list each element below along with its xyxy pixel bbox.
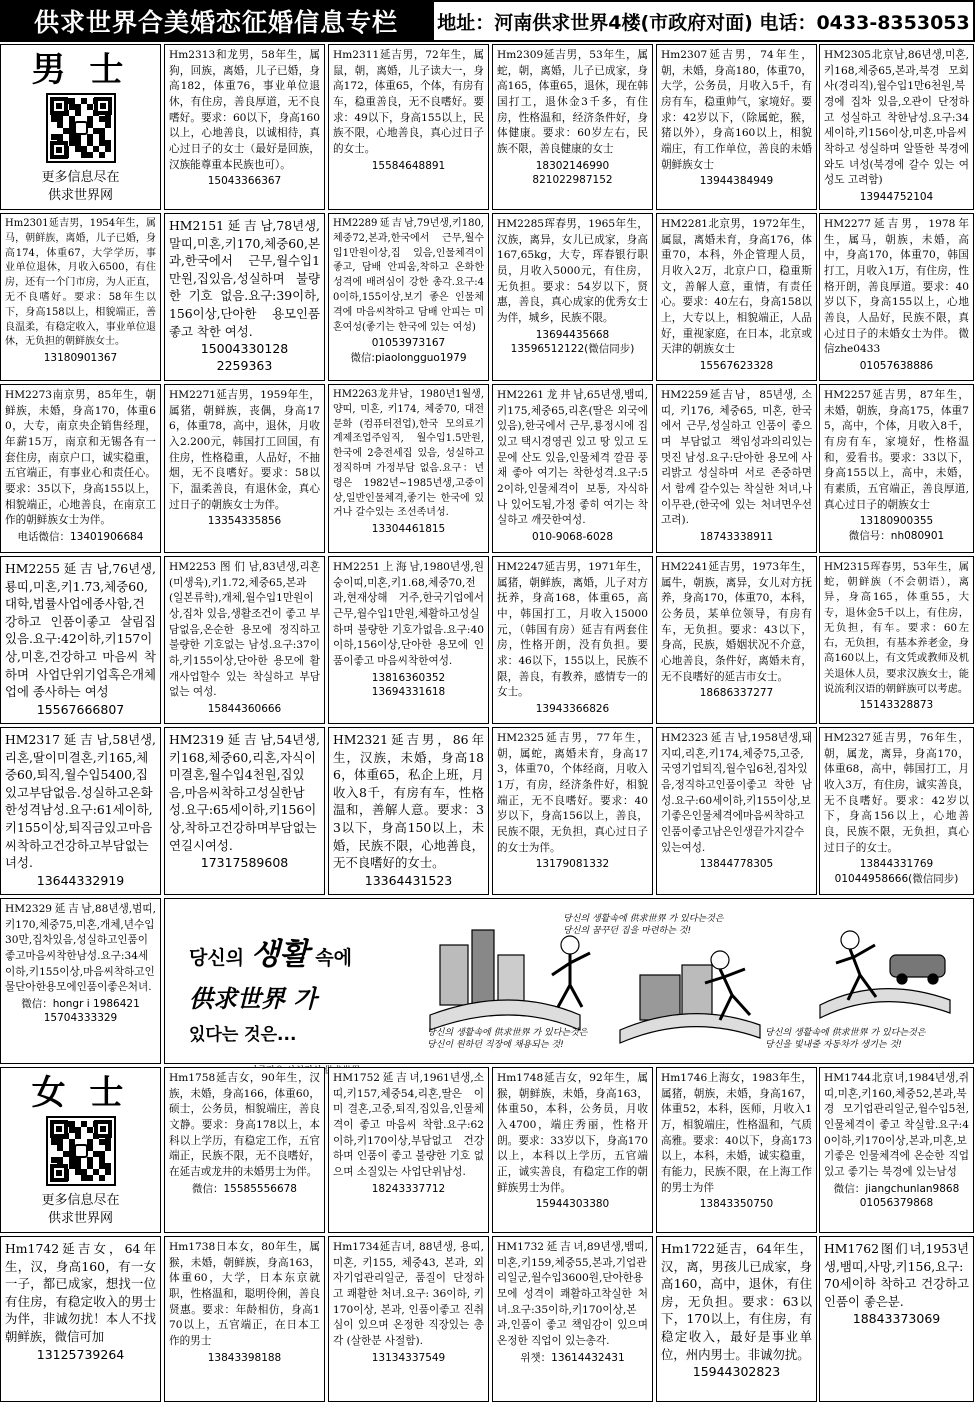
ad-contact: 13844778305 bbox=[699, 858, 774, 871]
ad-contact: 微信：15585556678 bbox=[192, 1182, 297, 1195]
banner-line1-post: 속에 bbox=[315, 947, 352, 969]
ad-listing bbox=[492, 213, 653, 381]
ad-contact: 微信：hongr i 1986421 15704333329 bbox=[21, 998, 140, 1025]
ad-text: HM2277延吉男，1978年生，属马，朝族，未婚，高中，身高170，体重70，韩国打工，月收入1万，有住房，性格开朗，善良厚道。要求：40岁以下，身高155以上，心地善良，人品好，民族不限，真心过日子的未婚女士为伴。 微信zhe0433 bbox=[824, 218, 969, 356]
ad-listing bbox=[164, 384, 325, 553]
ad-listing bbox=[328, 1236, 489, 1402]
ad-contact: 15944303380 bbox=[535, 1198, 610, 1211]
ad-text: Hm1738日本女，80年生，属猴，未婚，朝鲜族，身高163，体重60，大学，日本东京就职，性格温和，聪明伶俐，善良贤惠。要求：年龄相仿，身高170以上，五官端正，在日本工作的男士 bbox=[169, 1241, 320, 1348]
promo-banner bbox=[164, 898, 974, 1064]
ad-listing bbox=[328, 384, 489, 553]
ad-contact: 微信：jiangchunlan9868 01056379868 bbox=[833, 1182, 960, 1209]
ad-contact: 13844331769 01044958666(微信同步) bbox=[834, 858, 959, 885]
ad-listing bbox=[819, 1067, 974, 1233]
ad-text: HM2329延吉남,88년생,범띠,키170,체중75,미혼,개체,년수입30만,집차있음,성실하고인품이좋고마음씨착한남성.요구:34세이하,키155이상,마음씨착하고인물단아한용모에인품이좋은처녀. bbox=[5, 903, 156, 994]
ad-text: Hm2311延吉男，72年生，属鼠，朝，离婚，儿子读大一，身高172，体重65，个体，有房有车，稳重善良，无不良嗜好。要求：49以下，身高155以上，民族不限，心地善良，真心过日子的女士。 bbox=[333, 49, 484, 156]
ad-text: HM2289延吉남,79년생,키180,체중72,본과,한국에서 근무,월수입1만원이상,집 있음,인물체격이 좋고, 담배 안피움,착하고 온화한 성격에 배려심이 강한 총각.요구:40이하,155이상,보기 좋은 인물체격에 마음씨착하고 담배 안피는 미혼여성(좋기는 한국에 있는 여성) bbox=[333, 218, 484, 333]
banner-line1-big: 생활 bbox=[250, 937, 309, 972]
ad-text: HM2305北京남,86년생,미혼,키168,체중65,본과,북경 모회사(경리직),월수입1만6천원,북경에 집차 있음,오관이 단정하고 성실하고 착한남성.요구:34세이하,키156이상,미혼,마음씨 착하고 성실하며 알뜰한 북경에 와도 녀성(북경에 갈수 있는 여성도 고려함) bbox=[824, 49, 969, 187]
ad-contact: 13943366826 bbox=[535, 703, 610, 716]
ad-text: Hm1734延吉녀, 88년생, 용띠, 미혼, 키155, 체중43, 본과, 외자기업관리일군, 품질이 단정하고 쾌활한 처녀.요구: 36이하, 키170이상, 본과, 인품이좋고 진취심이 있으며 온정한 직장있는 총각 (살한분 사절함). bbox=[333, 1241, 484, 1348]
column-title: 供求世界合美婚恋征婚信息专栏 bbox=[0, 0, 432, 42]
ad-listing bbox=[164, 1236, 325, 1402]
ad-text: HM2281北京男，1972年生，属鼠，离婚未育，身高176，体重70，本科，外企管理人员，月收入2万，北京户口，稳重斯文，善解人意，重情，有责任心。要求：40左右，身高158以上，大专以上，相貌端正，人品好，重视家庭，在日本，北京或天津的朝族女士 bbox=[661, 218, 812, 356]
ad-listing bbox=[656, 213, 817, 381]
ad-contact: 电话微信：13401906684 bbox=[17, 531, 144, 544]
ad-text: HM2319延吉남,54년생,키168,체중60,리혼,자식이미결혼,월수입4천원,집있음,마음씨착하고성실한남성.요구:65세이하,키156이상,착하고건강하며부담없는연길시여성. bbox=[169, 732, 320, 853]
ad-contact: 15004330128 2259363 bbox=[200, 341, 289, 374]
ad-listing bbox=[656, 1067, 817, 1233]
ad-contact: 15567623328 bbox=[699, 360, 774, 373]
ad-listing bbox=[492, 384, 653, 553]
page-header bbox=[0, 0, 975, 42]
ad-listing bbox=[819, 1236, 974, 1402]
ad-listing bbox=[492, 1067, 653, 1233]
banner-line3: 있다는 것은... bbox=[189, 1025, 297, 1045]
ad-contact: 13354335856 bbox=[207, 515, 282, 528]
banner-bubble-1: 당신의 생활속에 供求世界 가 있다는것은 당신의 꿈꾸던 집을 마련하는 것! bbox=[563, 914, 724, 937]
ad-listing bbox=[328, 556, 489, 724]
ad-text: Hm1748延吉女，92年生，属猴，朝鲜族，未婚，身高163，体重50，本科，公务员，月收入4700，端庄秀丽，性格开朗。要求：33岁以下，身高170以上，本科以上学历，五官端正，诚实善良，有稳定工作的朝鲜族男士为伴。 bbox=[497, 1072, 648, 1194]
ad-listing bbox=[656, 1236, 817, 1402]
ad-listing bbox=[656, 727, 817, 895]
ad-listing bbox=[656, 44, 817, 210]
ad-contact: 위챗：13614432431 bbox=[520, 1351, 625, 1364]
ad-contact: 13944752104 bbox=[859, 191, 934, 204]
section-site-name: 供求世界网 bbox=[47, 1211, 113, 1226]
ad-contact: 15043366367 bbox=[207, 175, 282, 188]
section-subtitle: 更多信息尽在 bbox=[41, 170, 120, 185]
section-title: 男 士 bbox=[31, 50, 130, 90]
ad-contact: 18843373069 bbox=[852, 1311, 941, 1327]
ad-contact: 01053973167 微信:piaolongguo1979 bbox=[350, 337, 467, 364]
ad-text: HM1744北京녀,1984년생,쥐띠,미혼,키160,체중52,본과,북경 모기업관리일군,월수입5천,인물체격이 좋고 착실함.요구:40이하,키170이상,본과,미혼,보기좋은 인물체격에 온순한 직업있고 좋기는 북경에 있는남성 bbox=[824, 1072, 969, 1179]
ad-listing bbox=[328, 213, 489, 381]
ad-contact: 17317589608 bbox=[200, 855, 289, 871]
female-section-header bbox=[0, 1067, 161, 1233]
ad-text: HM1762图们녀,1953년생,뱀띠,사망,키156,요구:70세이하 착하고 건강하고 인품이 좋은분. bbox=[824, 1241, 969, 1309]
qr-code-icon bbox=[46, 93, 116, 163]
ad-listing bbox=[0, 727, 161, 895]
ad-text: HM2315珲春男，53年生，属蛇，朝鲜族（不会朝语），离异，身高165，体重55，大专，退休金5千以上，有住房，无负担，有车。要求：60左右，无负担，有基本养老金，身高160以上，有文凭或教师及机关退休人员，要求汉族女士，能说流利汉语的朝鲜族可以考虑。 bbox=[824, 561, 969, 695]
ad-text: Hm1746上海女，1983年生，属猪，朝族，未婚，身高167，体重52，本科，医师，月收入1万，相貌端庄，性格温和，气质高雅。要求：40以下，身高173以上，本科，未婚，诚实稳重，有能力，民族不限，在上海工作的男士为伴 bbox=[661, 1072, 812, 1194]
male-section-header bbox=[0, 44, 161, 210]
ad-contact: 15567666807 bbox=[36, 701, 125, 717]
ad-listing bbox=[164, 1067, 325, 1233]
ad-listing bbox=[819, 384, 974, 553]
ad-contact: 13364431523 bbox=[364, 872, 453, 888]
ad-contact: 15584648891 bbox=[371, 159, 446, 172]
ad-contact: 13816360352 13694331618 bbox=[371, 671, 446, 698]
address-phone-info: 地址：河南供求世界4楼(市政府对面) 电话：0433-8353053 bbox=[432, 0, 975, 42]
ad-contact: 13125739264 bbox=[36, 1346, 125, 1362]
ad-contact: 13843398188 bbox=[207, 1351, 282, 1364]
ad-text: HM1752延吉녀,1961년생,소띠,키157,체중54,리혼,딸은 이미 결혼,고중,퇴직,집있음,인물체격이 좋고 마음씨 착함.요구:62이하,키170이상,부담없고 건강하며 인품이 좋고 불량한 기호 없으며 소질있는 사업단위남성. bbox=[333, 1072, 484, 1179]
ad-contact: 18302146990 821022987152 bbox=[532, 159, 613, 186]
ad-text: HM2259延吉남，85년생, 소띠, 키176, 체중65, 미혼, 한국에서 근무,성실하고 인품이 좋으며 부담없고 책임성과의리있는 멋진 남성.요구:단아한 용모에 사리밝고 성실하며 서로 존중하면서 함께 갈수있는 착실한 처녀,나이무관,(한국에 있는 처녀면우선고려). bbox=[661, 389, 812, 527]
ad-listing bbox=[328, 1067, 489, 1233]
section-subtitle: 更多信息尽在 bbox=[41, 1193, 120, 1208]
ad-text: Hm1758延吉女，90年生，汉族，未婚，身高166，体重60，硕士，公务员，相貌端庄，善良文静。要求：身高178以上，本科以上学历，有稳定工作，五官端正，民族不限，无不良嗜好，在延吉或龙井的未婚男士为伴。 bbox=[169, 1072, 320, 1179]
ad-contact: 010-9068-6028 bbox=[531, 531, 614, 544]
banner-bubble-3: 당신의 생활속에 供求世界 가 있다는것은 당신을 빛내줄 자동차가 생기는 것! bbox=[765, 1028, 926, 1051]
banner-bubble-2: 당신의 생활속에 供求世界 가 있다는것은 당신이 원하던 직장에 채용되는 것! bbox=[427, 1028, 588, 1051]
ad-contact: 13694435668 13596512122(微信同步) bbox=[510, 328, 635, 355]
ad-listing bbox=[164, 556, 325, 724]
ad-listing bbox=[819, 44, 974, 210]
ad-text: Hm2309延吉男，53年生，属蛇，朝，离婚，儿子已成家，身高165，体重65，退休，现在韩国打工，退休金3千多，有住房，性格温和，经济条件好，身体健康。要求：60岁左右，民族不限，善良健康的女士 bbox=[497, 49, 648, 156]
ad-text: HM2261龙井남,65년생,뱀띠,키175,체중65,리혼(딸은 외국에 있음),한국에서 근무,룡정시에 집있고 택시경영권 있고 땅 있고 도문에 산도 있음,인물체격 깔끔 풍채 좋아 여기는 착한성격.요구:52이하,인물체격이 보통, 자식하나 있어도됨,가정 좋히 여기는 착실하고 깨끗한여성. bbox=[497, 389, 648, 527]
banner-slogan bbox=[189, 929, 379, 1076]
ad-text: HM2271延吉男，1959年生，属猪，朝鲜族，丧偶，身高176，体重78，高中，退休，月收入2.200元，韩国打工回国，有住房，性格稳重，人品好，不抽烟，无不良嗜好。要求：58以下，温柔善良，有退休金，真心过日子的朝族女士为伴。 bbox=[169, 389, 320, 511]
ad-listing bbox=[328, 44, 489, 210]
ad-text: HM2251上海남,1980년생,원숭이띠,미혼,키1.68,체중70,전과,현재상해 거주,한국기업에서근무,월수입1만원,체활하고성실하며 불량한 기호가없음.요구:40이하,156이상,단아한 용모에 인품이좋고 마음씨착한여성. bbox=[333, 561, 484, 668]
ad-text: HM2253图们남,83년생,리혼(미생육),키1.72,체중65,본과(일본류학),개체,월수입1만원이상,집차 있음,생활조건이 좋고 부담없음,온순한 용모에 정직하고 불량한 기호없는 남성.요구:37이하,키155이상,단아한 용모에 활개사업할수 있는 착실하고 부담없는 여성. bbox=[169, 561, 320, 699]
ad-listing bbox=[0, 898, 161, 1064]
ad-contact: 13944384949 bbox=[699, 175, 774, 188]
ad-contact: 15143328873 bbox=[859, 699, 934, 712]
ad-text: HM2257延吉男，87年生，未婚，朝族，身高175，体重75，高中，个体，月收入8千，有房有车，家境好，性格温和，爱看书。要求：33以下，身高155以上，高中，未婚，有素质，五官端正，善良厚道,真心过日子的朝族女士 bbox=[824, 389, 969, 511]
ad-contact: 13644332919 bbox=[36, 872, 125, 888]
ad-listing bbox=[492, 556, 653, 724]
ad-listing bbox=[819, 213, 974, 381]
qr-code-icon bbox=[46, 1116, 116, 1186]
ad-listing bbox=[328, 727, 489, 895]
ad-listing bbox=[656, 384, 817, 553]
ad-text: HM2285珲春男，1965年生，汉族，离异，女儿已成家，身高167,65kg，大专，珲春银行职员，月收入5000元，有住房，无负担。要求：54岁以下，贤惠，善良，真心成家的优秀女士为伴，城乡，民族不限。 bbox=[497, 218, 648, 325]
ad-listing bbox=[819, 556, 974, 724]
ad-listing bbox=[164, 727, 325, 895]
ad-contact: 15844360666 bbox=[207, 703, 282, 716]
ad-contact: 01057638886 bbox=[859, 360, 934, 373]
ad-listing bbox=[0, 384, 161, 553]
ad-text: HM2273南京男，85年生，朝鲜族，未婚，身高170，体重60，大专，南京央企销售经理，年薪15万，南京和无锡各有一套住房，南京户口，诚实稳重，五官端正，有事业心和责任心。要求：35以下，身高155以上，相貌端正，心地善良，在南京工作的朝鲜族女士为伴。 bbox=[5, 389, 156, 527]
ad-contact: 15944302823 bbox=[692, 1364, 781, 1380]
ad-text: HM1732延吉녀,89년생,뱀띠,미혼,키159,체중55,본과,기업관리일군,월수입3600원,단아한용모에 성격이 쾌활하고착실한 처녀.요구:35이하,키170이상,본과,인품이 좋고 책임감이 있으며 온정한 직업이 있는총각. bbox=[497, 1241, 648, 1348]
ad-text: HM2255延吉남,76년생,룡띠,미혼,키1.73,체중60,대학,법률사업에종사함,건강하고 인품이좋고 살림집 있음.요구:42이하,키157이상,미혼,건강하고 마음씨 착하며 사업단위기업혹은개체업에 종사하는 여성 bbox=[5, 561, 156, 700]
ad-contact: 13134337549 bbox=[371, 1351, 446, 1364]
ad-listing bbox=[492, 1236, 653, 1402]
ad-listing bbox=[492, 44, 653, 210]
ad-text: HM2321延吉男，86年生，汉族，未婚，身高186，体重65，私企上班，月收入8千，有房有车，性格温和，善解人意。要求：33以下，身高150以上，未婚，民族不限，心地善良，无不良嗜好的女士。 bbox=[333, 732, 484, 871]
ad-contact: 13180901367 bbox=[43, 352, 118, 365]
ad-listing bbox=[164, 44, 325, 210]
ad-listing bbox=[0, 1236, 161, 1402]
ad-text: HM2317延吉남,58년생,리혼,딸이미결혼,키165,체중60,퇴직,월수입5400,집있고부담없음.성실하고온화한성격남성.요구:61세이하,키155이상,퇴직금있고마음씨착하고건강하고부담없는녀성. bbox=[5, 732, 156, 871]
ad-listing bbox=[819, 727, 974, 895]
ad-text: HM2263龙井남，1980년1월생, 양띠, 미혼, 키174, 체중70, 대전문화 (컴퓨터전업),한국 모의료기계제조업주임직, 월수입1.5만원, 한국에 2층전세집 있음, 성실하고 정직하며 가정부담 없음.요구：년령은 1982년~1985년생,고중이상,일반인물체격,좋기는 한국에 있거나 갈수있는 조선족녀성. bbox=[333, 389, 484, 519]
ad-contact: 13180900355 微信号：nh080901 bbox=[848, 515, 945, 542]
ad-listing bbox=[0, 213, 161, 381]
ad-contact: 18243337712 bbox=[371, 1182, 446, 1195]
ad-listing bbox=[164, 213, 325, 381]
ad-listing bbox=[492, 727, 653, 895]
ad-text: HM2327延吉男，76年生，朝，属龙，离异，身高170，体重68，高中，韩国打工，月收入3万，有住房，诚实善良，无不良嗜好。要求：42岁以下，身高156以上，心地善良，民族不限，无负担，真心过日子的女士。 bbox=[824, 732, 969, 854]
section-site-name: 供求世界网 bbox=[47, 188, 113, 203]
ad-contact: 13304461815 bbox=[371, 523, 446, 536]
ad-listing bbox=[0, 556, 161, 724]
ad-contact: 18686337277 bbox=[699, 687, 774, 700]
ad-text: HM2151延吉남,78년생,말띠,미혼,키170,체중60,본과,한국에서 근무,월수입1만원,집있음,성실하며 불량한 기호 없음.요구:39이하,156이상,단아한 용모인품 좋고 착한 여성. bbox=[169, 218, 320, 339]
section-title: 女 士 bbox=[31, 1073, 130, 1113]
ad-contact: 13179081332 bbox=[535, 858, 610, 871]
ad-text: HM2241延吉男，1973年生，属牛，朝族，离异，女儿对方抚养，身高170，体重70，本科，公务员，某单位领导，有房有车，无负担。要求：43以下，身高，民族，婚姻状况不介意，心地善良，条件好，离婚未育，无不良嗜好的延吉市女士。 bbox=[661, 561, 812, 683]
ad-contact: 13843350750 bbox=[699, 1198, 774, 1211]
ad-text: HM2325延吉男，77年生，朝，属蛇，离婚未育，身高173，体重70，个体经商，月收入1万，有房，经济条件好，相貌端正，无不良嗜好。要求：40岁以下，身高156以上，善良，民族不限，无负担，真心过日子的女士为伴。 bbox=[497, 732, 648, 854]
ad-text: Hm2313和龙男，58年生，属狗，回族，离婚，儿子已婚，身高182，体重76，事业单位退休，有住房，善良厚道，无不良嗜好。要求：60以下，身高160以上，心地善良，以诚相待，真心过日子的女士（最好是回族，汉族能尊重本民族也可）。 bbox=[169, 49, 320, 171]
ad-text: HM2247延吉男，1971年生，属猪，朝鲜族，离婚，儿子对方抚养，身高168，体重65，高中，韩国打工，月收入15000元，（韩国有房）延吉有两套住房，性格开朗，没有负担。要求：46以下，155以上，民族不限，善良，有教养，感情专一的女士。 bbox=[497, 561, 648, 699]
ad-contact: 18743338911 bbox=[699, 531, 774, 544]
ad-text: Hm2307延吉男，74年生，朝，未婚，身高180，体重70，大学，公务员，月收入5千，有房有车，稳重帅气，家境好。要求：42岁以下，（除属蛇，猴，猪以外），身高160以上，相貌端庄，有工作单位，善良的未婚朝鲜族女士 bbox=[661, 49, 812, 171]
ad-listing bbox=[656, 556, 817, 724]
ad-text: Hm1722延吉，64年生，汉，离，男孩儿已成家，身高160，高中，退休，有住房，无负担。要求：63以下，170以上，有住房，有稳定收入，最好是事业单位，州内男士。非诚勿扰。 bbox=[661, 1241, 812, 1362]
ad-text: HM2323延吉남,1958년생,돼지띠,리혼,키174,체중75,고중,국영기업퇴직,월수입6천,집차있음,정직하고인품이좋고 착한 남성.요구:60세이하,키155이상,보기좋은인물체격에마음씨착하고인품이좋고남은인생끝가지갈수있는여성. bbox=[661, 732, 812, 854]
banner-line2: 供求世界 가 bbox=[189, 985, 317, 1013]
ad-text: Hm2301延吉男，1954年生，属马，朝鲜族，离婚，儿子已婚，身高174，体重67，大学学历，事业单位退休，月收入6500，有住房，还有一个门市房，为人正直，无不良嗜好。要求：58年生以下，身高158以上，相貌端正，善良温柔，有稳定收入，事业单位退休，无负担的朝鲜族女士。 bbox=[5, 218, 156, 348]
ad-text: Hm1742延吉女，64年生，汉，身高160，有一女一子，都已成家，想找一位有住房，有稳定收入的男士为伴，非诚勿扰！本人不找朝鲜族，微信可加 bbox=[5, 1241, 156, 1345]
banner-line1-pre: 당신의 bbox=[189, 947, 245, 969]
